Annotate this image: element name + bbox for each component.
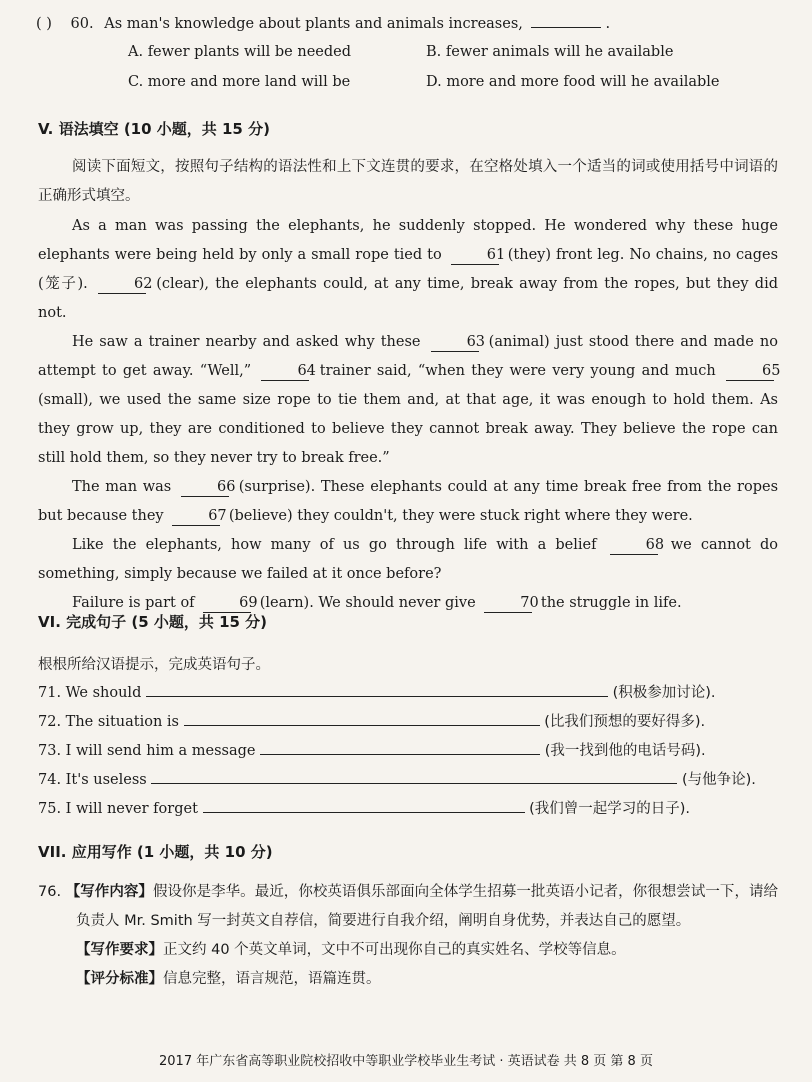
blank-70[interactable]: 70	[484, 596, 532, 613]
blank-68[interactable]: 68	[610, 538, 658, 555]
sentence-72: 72. The situation is (比我们预想的要好得多).	[38, 710, 705, 731]
sentence-75: 75. I will never forget (我们曾一起学习的日子).	[38, 797, 690, 818]
blank-67[interactable]: 67	[172, 509, 220, 526]
sentence-73: 73. I will send him a message (我一找到他的电话号码).	[38, 739, 706, 760]
blank-61[interactable]: 61	[451, 248, 499, 265]
section-vi-instructions: 根根所给汉语提示，完成英语句子。	[38, 657, 270, 673]
answer-line-75[interactable]	[203, 798, 525, 813]
q60-blank[interactable]	[531, 27, 601, 28]
blank-62[interactable]: 62	[98, 277, 146, 294]
answer-line-73[interactable]	[260, 740, 540, 755]
blank-64[interactable]: 64	[261, 364, 309, 381]
q60-option-b[interactable]: B. fewer animals will he available	[426, 44, 674, 60]
q60-stem: ( ) 60. As man's knowledge about plants and animals increases, .	[36, 16, 611, 32]
q60-option-a[interactable]: A. fewer plants will be needed	[128, 44, 352, 60]
q60-option-d[interactable]: D. more and more food will he available	[426, 74, 720, 90]
sentence-74: 74. It's useless (与他争论).	[38, 768, 756, 789]
section-vi-title: VI. 完成句子 (5 小题，共 15 分)	[38, 613, 268, 631]
answer-line-74[interactable]	[151, 769, 677, 784]
sentence-71: 71. We should (积极参加讨论).	[38, 681, 716, 702]
section-vii-title: VII. 应用写作 (1 小题，共 10 分)	[38, 843, 273, 861]
section-v-instructions: 阅读下面短文，按照句子结构的语法性和上下文连贯的要求，在空格处填入一个适当的词或使用括号中词语的正确形式填空。	[38, 159, 778, 204]
blank-66[interactable]: 66	[181, 480, 229, 497]
section-v-title: V. 语法填空 (10 小题，共 15 分)	[38, 120, 270, 138]
blank-69[interactable]: 69	[203, 596, 251, 613]
passage: As a man was passing the elephants, he suddenly stopped. He wondered why these huge elephants were being held by only a small rope tied to 61 (they) front leg. No chains, no cages (笼子). 62 (clear), the elephants could, at any time, break away from the ropes, but they did not. He saw a trainer nearby and asked why these 63 (animal) just stood there and made no attempt to get away. “Well,” 64 trainer said, “when they were very young and much 65 (small), we used the same size rope to tie them and, at that age, it was enough to hold them. As they grow up, they are conditioned to believe they cannot break away. They believe the rope can still hold them, so they never try to break free.” The man was 66 (surprise). These elephants could at any time break free from the ropes but because they 67 (believe) they couldn't, they were stuck right where they were. Like the elephants, how many of us go through life with a belief 68 we cannot do something, simply because we failed at it once before? Failure is part of 69 (learn). We should never give 70 the struggle in life.	[38, 218, 781, 611]
answer-line-72[interactable]	[184, 711, 540, 726]
page-footer: 2017 年广东省高等职业院校招收中等职业学校毕业生考试 · 英语试卷 共 8 页 第 8 页	[159, 1054, 653, 1069]
blank-63[interactable]: 63	[431, 335, 479, 352]
answer-line-71[interactable]	[146, 682, 608, 697]
writing-task: 76. 【写作内容】假设你是李华。最近，你校英语俱乐部面向全体学生招募一批英语小记者，你很想尝试一下，请给负责人 Mr. Smith 写一封英文自荐信，简要进行自我介绍，阐明自身优势，并表达自己的愿望。 【写作要求】正文约 40 个英文单词，文中不可出现你自己的真实姓名、学校等信息。 【评分标准】信息完整，语言规范，语篇连贯。	[38, 884, 779, 987]
blank-65[interactable]: 65	[726, 364, 774, 381]
q60-option-c[interactable]: C. more and more land will be	[128, 74, 351, 90]
